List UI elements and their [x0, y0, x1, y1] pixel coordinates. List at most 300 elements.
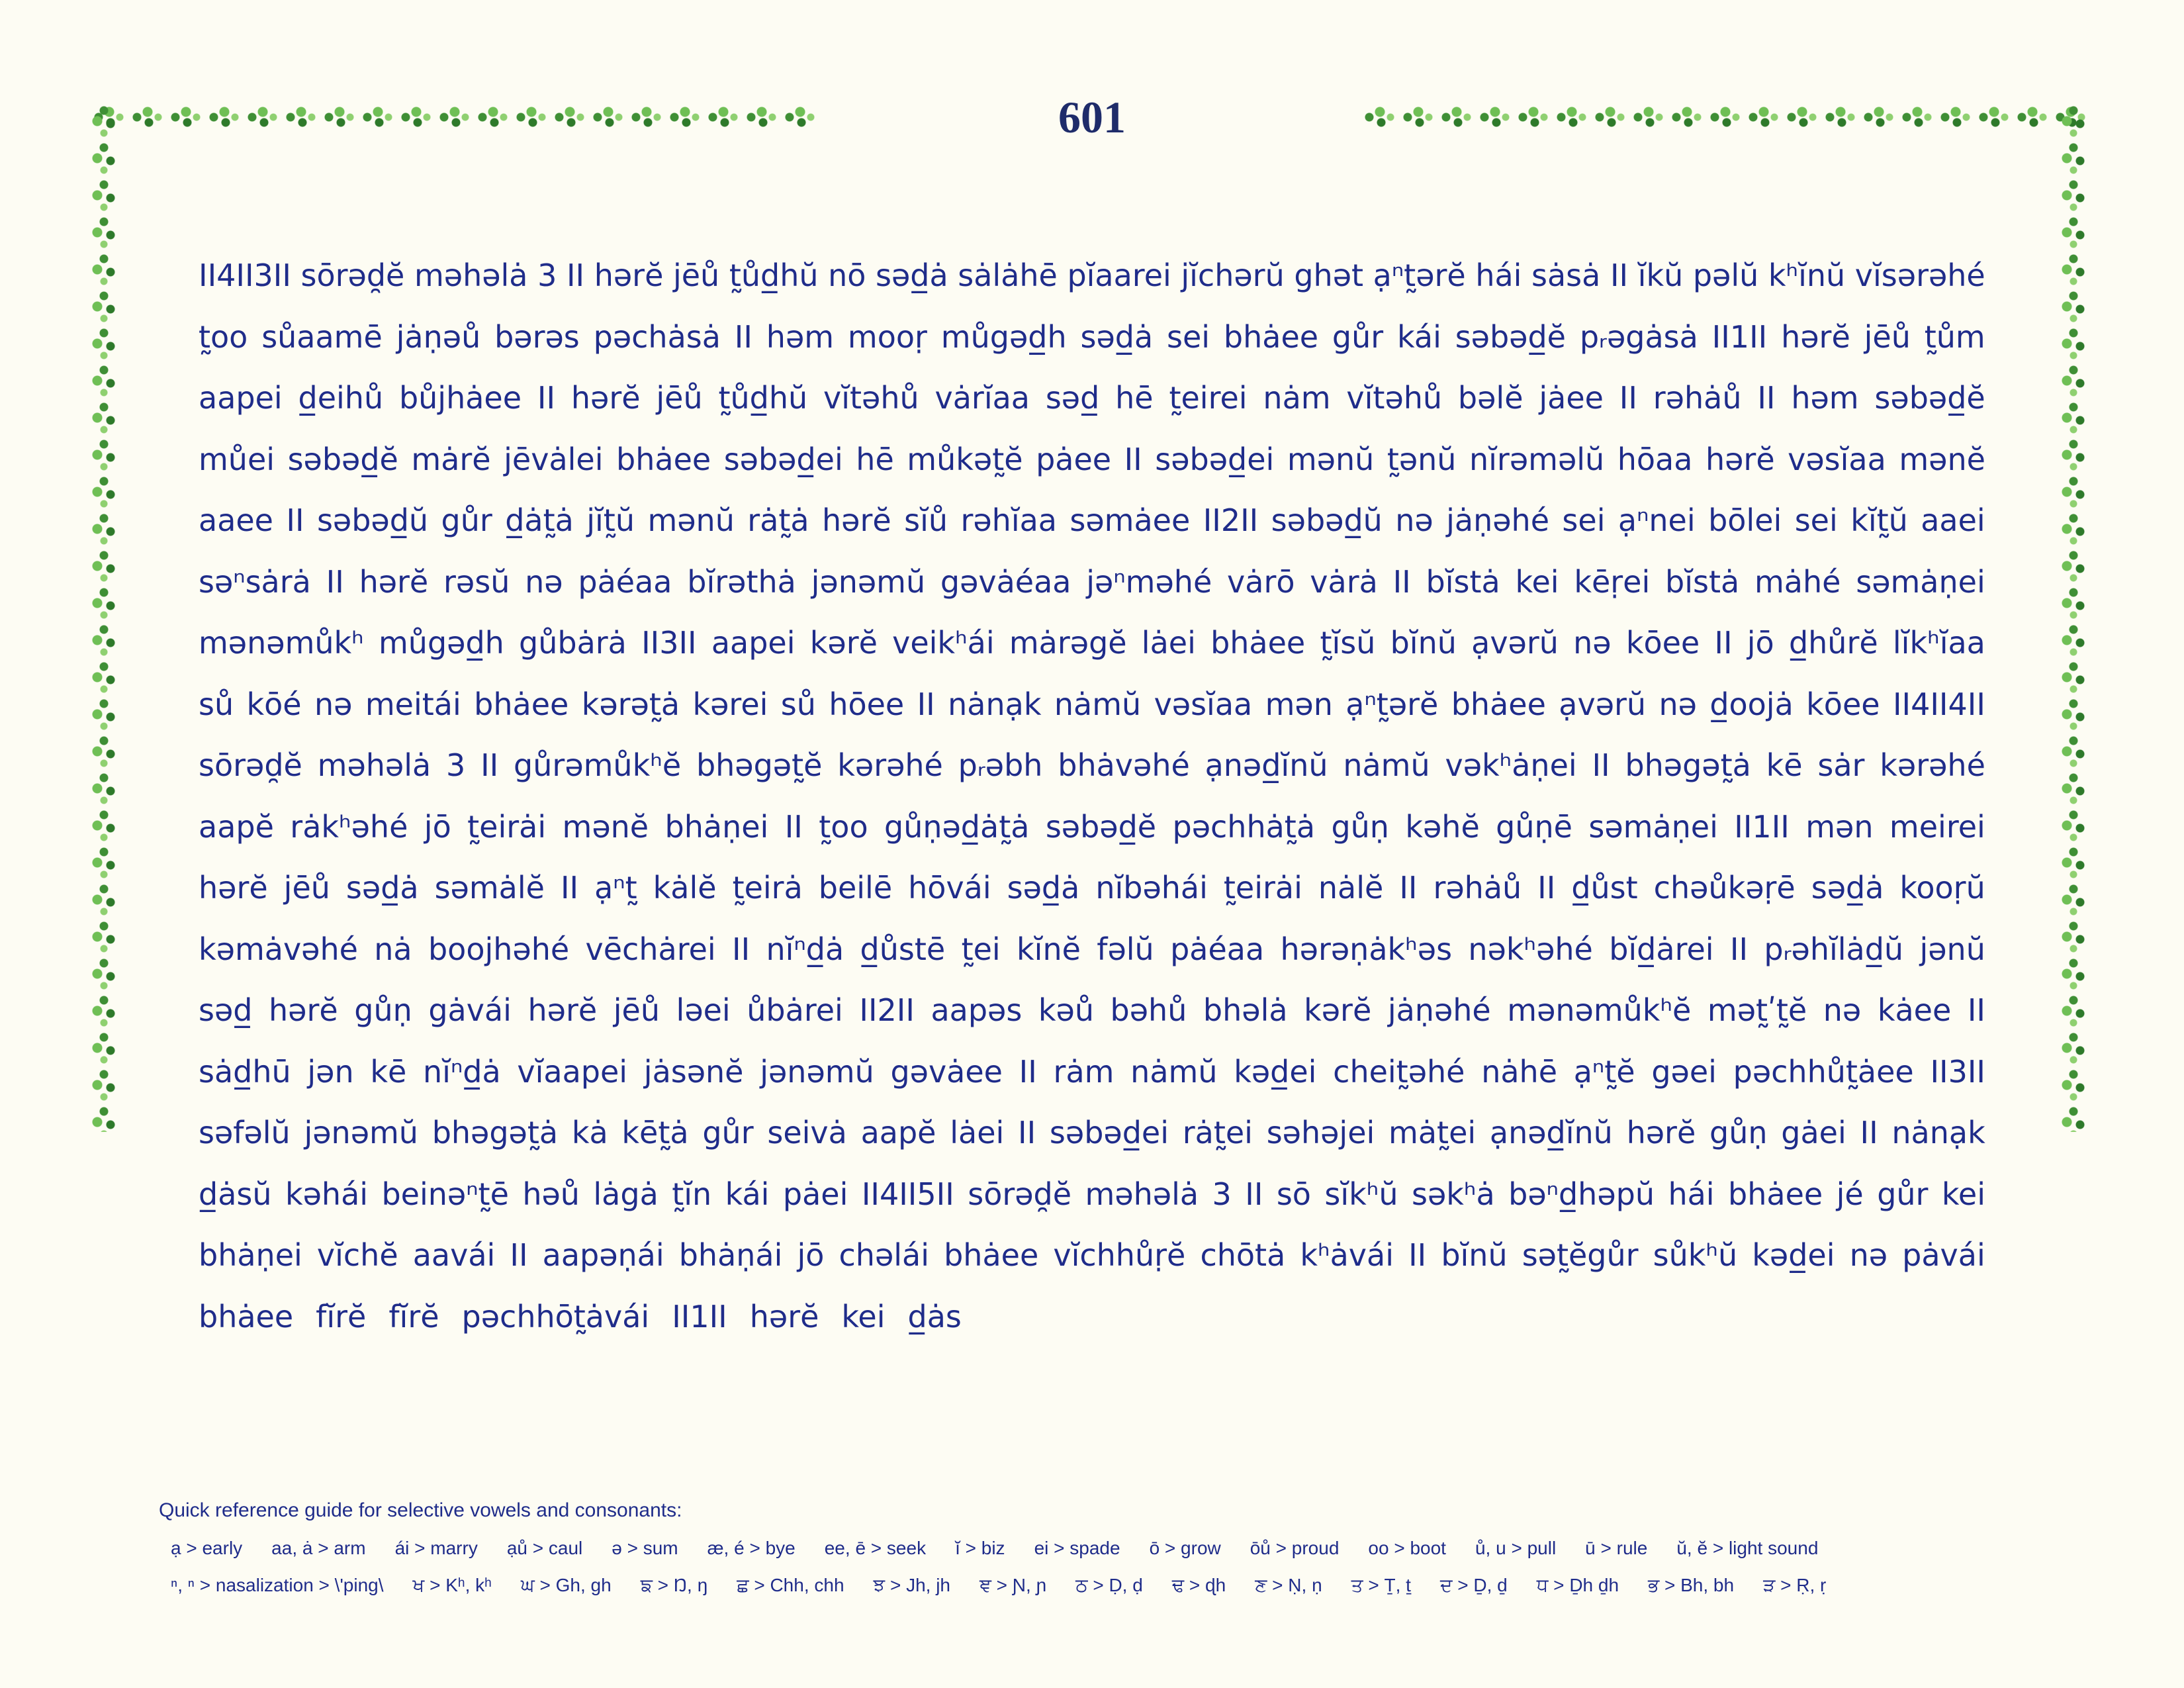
word: II — [1610, 258, 1629, 293]
guide-entry: ů, u > pull — [1475, 1538, 1557, 1558]
word: hərĕ — [1781, 318, 1850, 355]
word: pəchhōt̰ȧvái — [461, 1298, 650, 1335]
decorative-vine-right — [2059, 103, 2088, 1132]
word: t̰oo — [199, 318, 248, 355]
word: pȧvái — [1902, 1237, 1985, 1273]
word: pȧéaa — [578, 563, 672, 600]
word: ạⁿt̰ĕ — [1573, 1053, 1635, 1090]
word: hái — [1668, 1176, 1715, 1212]
word: nə — [1573, 625, 1612, 661]
word: mȧt̰ei — [1388, 1115, 1477, 1150]
word: jənəmŭ — [304, 1115, 418, 1150]
text-line — [199, 674, 1985, 735]
word: vĭtəhů — [1346, 380, 1443, 416]
word: bĭd̲ȧrei — [1609, 931, 1714, 967]
word: kē — [370, 1053, 407, 1090]
word: hē — [1115, 380, 1154, 416]
word: lȧei — [950, 1115, 1005, 1150]
guide-entry: ō > grow — [1149, 1538, 1221, 1558]
word: ạⁿt̰ərĕ — [1345, 686, 1439, 722]
word: hərəṇȧkʰəs — [1280, 931, 1453, 967]
guide-entry: ĭ > biz — [955, 1538, 1005, 1558]
guide-entry: ਦ > Ḏ, ḏ — [1439, 1575, 1508, 1595]
word: hái — [1475, 258, 1522, 293]
word: sōrəd̯ĕ — [300, 258, 405, 293]
word: pȧee — [1036, 441, 1112, 477]
word: mənĕ — [562, 808, 649, 845]
text-line — [199, 796, 1985, 858]
word: kərĕ — [1304, 992, 1372, 1028]
word: vĭchĕ — [316, 1237, 398, 1273]
word: vĭsərəhé — [1854, 258, 1985, 293]
word: bĭnŭ — [1441, 1237, 1508, 1273]
word: t̰ĭsŭ — [1320, 625, 1376, 661]
word: rəhȧů — [1433, 870, 1522, 906]
guide-entry: ái > marry — [394, 1538, 478, 1558]
word: nĭbəhái — [1095, 870, 1208, 906]
vowel-guide-row — [159, 1530, 1855, 1567]
word: gůr — [1877, 1176, 1929, 1212]
word: II — [1245, 1176, 1263, 1212]
word: jé — [1836, 1176, 1864, 1212]
word: jēů — [1864, 318, 1911, 355]
text-line — [199, 306, 1985, 368]
word: bhȧee — [1210, 625, 1306, 661]
word: pᵣəbh — [958, 747, 1043, 783]
word: rȧkʰəhé — [290, 808, 408, 845]
word: kəhái — [285, 1176, 369, 1212]
word: kərei — [692, 686, 768, 722]
word: veikʰái — [892, 625, 995, 661]
word: bhȧee — [944, 1237, 1039, 1273]
word: kōee — [1625, 625, 1700, 661]
word: seivȧ — [767, 1115, 847, 1150]
word: t̰ei — [961, 931, 1001, 967]
word: II — [537, 380, 556, 416]
word: ạⁿt̰ — [594, 870, 637, 906]
guide-entry: ŭ, ĕ > light sound — [1676, 1538, 1819, 1558]
word: hərĕ — [594, 258, 664, 293]
word: aapəṇái — [542, 1237, 664, 1273]
text-line — [199, 612, 1985, 674]
word: nȧnạk — [948, 686, 1042, 722]
word: kərəhé — [1880, 747, 1985, 783]
word: mənĕ — [1899, 441, 1985, 477]
word: mȧhé — [1754, 563, 1841, 600]
word: 3 — [446, 747, 466, 783]
word: hōaa — [1617, 441, 1693, 477]
word: rəhȧů — [1653, 380, 1742, 416]
word: pəchȧsȧ — [593, 318, 721, 355]
word: sət̰ĕgůr — [1522, 1237, 1639, 1273]
word: II4II3II — [199, 258, 291, 293]
guide-entry: ee, ē > seek — [824, 1538, 927, 1558]
word: səfəlŭ — [199, 1115, 291, 1150]
word: bhȧee — [474, 686, 569, 722]
word: jĭt̰ŭ — [586, 502, 635, 538]
word: səd̲ȧ — [1811, 870, 1884, 906]
word: sō — [1276, 1176, 1311, 1212]
word: sȧd̲hū — [199, 1053, 291, 1090]
word: jȧee — [1539, 380, 1604, 416]
word: bhəgət̰ĕ — [696, 747, 823, 783]
guide-entry: ਖ > Kʰ, kʰ — [412, 1575, 492, 1595]
word: səmȧṇei — [1856, 563, 1985, 600]
word: kərĕ — [809, 625, 878, 661]
word: meitái — [365, 686, 461, 722]
word: ạvərŭ — [1559, 686, 1647, 722]
word: bhȧee — [199, 1298, 294, 1335]
word: hərĕ — [1626, 1115, 1696, 1150]
word: mȧrĕ — [411, 441, 491, 477]
word: d̲ůstē — [860, 931, 946, 967]
word: kʰĭnŭ — [1768, 258, 1846, 293]
word: d̲ůst — [1571, 870, 1638, 906]
word: jēvȧlei — [504, 441, 604, 477]
word: mət̰ʹt̰ĕ — [1707, 992, 1807, 1028]
word: t̰ůd̲hŭ — [729, 258, 819, 293]
word: nə — [1395, 502, 1433, 538]
word: nə — [1823, 992, 1862, 1028]
word: səbəd̲ei — [723, 441, 843, 477]
word: gůrəmůkʰĕ — [514, 747, 682, 783]
word: həm — [1791, 380, 1859, 416]
word: chəlái — [839, 1237, 930, 1273]
word: səbəd̲ei — [1155, 441, 1275, 477]
word: səd̲ȧ — [1007, 870, 1080, 906]
word: səbəd̲ŭ — [1271, 502, 1383, 538]
word: bōlei — [1708, 502, 1782, 538]
word: ạvərŭ — [1471, 625, 1559, 661]
word: kərət̰ȧ — [581, 686, 680, 722]
word: vēchȧrei — [585, 931, 716, 967]
word: ạⁿnei — [1617, 502, 1696, 538]
word: rəsŭ — [443, 563, 510, 600]
word: kərəhé — [837, 747, 943, 783]
text-line — [199, 857, 1985, 919]
word: bhȧee — [616, 441, 711, 477]
word: bhȧee — [1223, 318, 1319, 355]
guide-entry: ਙ > Ŋ, ŋ — [640, 1575, 708, 1595]
word: bhəlȧ — [1203, 992, 1288, 1028]
word: rəhĭaa — [960, 502, 1057, 538]
word: səbəd̲ĕ — [1455, 318, 1566, 355]
word: II — [1967, 992, 1985, 1028]
word: lȧei — [1141, 625, 1196, 661]
word: jĭchərŭ — [1181, 258, 1285, 293]
word: kəd̲ei — [1752, 1237, 1835, 1273]
word: nə — [525, 563, 563, 600]
word: ạnəd̲ĭnŭ — [1489, 1115, 1613, 1150]
word: II — [560, 870, 579, 906]
transliteration-text — [199, 245, 1985, 1347]
word: chōtȧ — [1200, 1237, 1286, 1273]
word: pᵣəgȧsȧ — [1579, 318, 1698, 355]
guide-entry: ū > rule — [1585, 1538, 1648, 1558]
word: həů — [522, 1176, 580, 1212]
word: II — [732, 931, 751, 967]
word: sei — [1562, 502, 1606, 538]
word: můkət̰ĕ — [907, 441, 1023, 477]
word: bərəs — [494, 318, 580, 355]
word: mən — [1265, 686, 1333, 722]
word: nĭⁿd̲ȧ — [766, 931, 844, 967]
word: t̰ĭn — [672, 1176, 712, 1212]
word: məhəlȧ — [317, 747, 432, 783]
word: gůṇ — [1331, 808, 1389, 845]
word: pĭaarei — [1067, 258, 1171, 293]
word: kái — [1397, 318, 1441, 355]
word: II — [510, 1237, 528, 1273]
guide-entry: ōů > proud — [1250, 1538, 1340, 1558]
word: bĭrəthȧ — [687, 563, 796, 600]
word: sĭů — [904, 502, 948, 538]
guide-entry: aa, ȧ > arm — [271, 1538, 366, 1558]
word: kȧlĕ — [653, 870, 717, 906]
word: II3II — [1930, 1053, 1985, 1090]
word: nȧmŭ — [1054, 686, 1142, 722]
word: II — [1124, 441, 1142, 477]
word: II2II — [859, 992, 915, 1028]
word: rȧt̰ei — [1182, 1115, 1253, 1150]
word: nȧ — [374, 931, 412, 967]
word: kēt̰ȧ — [621, 1115, 689, 1150]
word: nȧhē — [1481, 1053, 1558, 1090]
word: t̰eirȧi — [467, 808, 547, 845]
word: nə — [1659, 686, 1697, 722]
word: mənəmůkʰ — [199, 625, 364, 661]
guide-entry: ə > sum — [612, 1538, 678, 1558]
word: II4II5II — [861, 1176, 954, 1212]
word: kōé — [246, 686, 302, 722]
word: vĭaapei — [517, 1053, 628, 1090]
word: II — [1537, 870, 1556, 906]
word: rȧt̰ȧ — [747, 502, 809, 538]
word: sei — [1167, 318, 1210, 355]
word: II — [1592, 747, 1610, 783]
word: kái — [725, 1176, 770, 1212]
word: kĭnĕ — [1017, 931, 1081, 967]
word: mənəmůkʰĕ — [1507, 992, 1692, 1028]
guide-entry: ਤ > Ṯ, ṯ — [1351, 1575, 1411, 1595]
text-line — [199, 367, 1985, 429]
word: bhəgət̰ȧ — [1625, 747, 1751, 783]
guide-entry: ਛ > Chh, chh — [737, 1575, 844, 1595]
word: nȧmŭ — [1130, 1053, 1218, 1090]
word: ạⁿt̰ərĕ — [1373, 258, 1466, 293]
text-line — [199, 1286, 1985, 1348]
word: aapəs — [931, 992, 1023, 1028]
word: məhəlȧ — [1085, 1176, 1199, 1212]
word: II — [1019, 1053, 1037, 1090]
text-line — [199, 429, 1985, 491]
word: II — [734, 318, 752, 355]
word: gůṇē — [1496, 808, 1572, 845]
word: jēů — [672, 258, 720, 293]
word: chəůkəṛē — [1653, 870, 1796, 906]
word: vĭchhůṛĕ — [1053, 1237, 1186, 1273]
guide-entry: ਭ > Bh, bh — [1648, 1575, 1735, 1595]
word: gůr — [441, 502, 492, 538]
word: boojhəhé — [428, 931, 570, 967]
word: pȧei — [782, 1176, 848, 1212]
word: kei — [1941, 1176, 1985, 1212]
guide-entry: oo > boot — [1368, 1538, 1446, 1558]
word: rȧm — [1053, 1053, 1115, 1090]
word: II — [286, 502, 304, 538]
word: bhəgət̰ȧ — [432, 1115, 559, 1150]
word: vȧrō — [1227, 563, 1295, 600]
word: bůjhȧee — [398, 380, 522, 416]
word: nȧlĕ — [1318, 870, 1384, 906]
word: d̲eihů — [298, 380, 384, 416]
word: mənŭ — [647, 502, 735, 538]
word: sōrəd̯ĕ — [199, 747, 302, 783]
word: II1II — [1711, 318, 1768, 355]
word: ĭkŭ — [1637, 258, 1684, 293]
word: aapĕ — [199, 808, 274, 845]
word: ghət — [1294, 258, 1364, 293]
reference-guide — [159, 1499, 1855, 1604]
word: kei — [1515, 563, 1559, 600]
word: II — [480, 747, 499, 783]
word: meirei — [1889, 808, 1985, 845]
guide-entry: ਝ > Jh, jh — [873, 1575, 950, 1595]
word: gůr — [1332, 318, 1384, 355]
word: můgəd̲h — [378, 625, 504, 661]
guide-entry: ਣ > Ṇ, ṇ — [1255, 1575, 1322, 1595]
word: beilē — [818, 870, 893, 906]
word: II2II — [1203, 502, 1259, 538]
word: aapei — [711, 625, 796, 661]
word: můei — [199, 441, 275, 477]
word: jō — [1747, 625, 1774, 661]
word: hərĕ — [1705, 441, 1775, 477]
text-line — [199, 551, 1985, 613]
guide-entry: ei > spade — [1034, 1538, 1120, 1558]
text-line — [199, 1102, 1985, 1164]
reference-guide-title: Quick reference guide for selective vowels and consonants: — [159, 1499, 682, 1521]
guide-entry: ạů > caul — [506, 1538, 583, 1558]
word: nəkʰəhé — [1468, 931, 1593, 967]
page-number: 601 — [1058, 92, 1126, 142]
word: jənəmŭ — [760, 1053, 874, 1090]
word: mȧrəgĕ — [1009, 625, 1127, 661]
word: sůaamē — [261, 318, 383, 355]
word: mənŭ — [1287, 441, 1375, 477]
word: II — [1729, 931, 1749, 967]
word: d̲hůrĕ — [1788, 625, 1878, 661]
word: məhəlȧ — [414, 258, 528, 293]
word: jō — [424, 808, 451, 845]
word: səkʰȧ — [1412, 1176, 1495, 1212]
word: jēů — [656, 380, 703, 416]
word: nĭrəməlŭ — [1469, 441, 1605, 477]
word: 3 — [1212, 1176, 1232, 1212]
word: sōrəd̯ĕ — [968, 1176, 1072, 1212]
word: mən — [1805, 808, 1874, 845]
word: jənŭ — [1919, 931, 1985, 967]
word: d̲ȧsŭ — [199, 1176, 272, 1212]
word: hərĕ — [269, 992, 338, 1028]
word: vĭtəhů — [823, 380, 919, 416]
word: kəd̲ei — [1234, 1053, 1317, 1090]
word: nə — [314, 686, 353, 722]
word: II1II — [672, 1298, 727, 1335]
word: səd̲ — [199, 992, 253, 1028]
word: vəsĭaa — [1154, 686, 1253, 722]
word: jȧsənĕ — [643, 1053, 744, 1090]
word: nȧnạk — [1891, 1115, 1985, 1150]
word: II — [917, 686, 935, 722]
word: hərĕ — [527, 992, 598, 1028]
word: gůṇ — [354, 992, 412, 1028]
word: jəⁿməhé — [1086, 563, 1212, 600]
word: jō — [797, 1237, 825, 1273]
word: səbəd̲ŭ — [316, 502, 429, 538]
word: II — [1408, 1237, 1427, 1273]
word: t̰ənŭ — [1387, 441, 1457, 477]
word: jȧṇəů — [396, 318, 481, 355]
decorative-vine-left — [89, 103, 118, 1132]
text-line — [199, 735, 1985, 796]
word: səmȧṇei — [1588, 808, 1718, 845]
word: sȧsȧ — [1531, 258, 1601, 293]
word: bhȧṇái — [678, 1237, 783, 1273]
word: sei — [1794, 502, 1838, 538]
word: vȧrĭaa — [934, 380, 1030, 416]
word: II — [326, 563, 344, 600]
guide-entry: ਞ > Ɲ, ɲ — [979, 1575, 1047, 1595]
word: bhȧee — [1451, 686, 1546, 722]
word: ləei — [676, 992, 731, 1028]
word: hōee — [829, 686, 905, 722]
word: jēů — [283, 870, 330, 906]
word: můgəd̲h — [940, 318, 1067, 355]
word: hərĕ — [359, 563, 429, 600]
word: t̰eirei — [1169, 380, 1248, 416]
word: kei — [841, 1298, 886, 1335]
word: sĭkʰŭ — [1324, 1176, 1398, 1212]
word: t̰eirȧ — [732, 870, 803, 906]
word: II1II — [1734, 808, 1790, 845]
word: sů — [199, 686, 234, 722]
word: bəⁿd̲həpŭ — [1508, 1176, 1655, 1212]
word: bĭstȧ — [1665, 563, 1740, 600]
guide-entry: ਘ > Gh, gh — [520, 1575, 612, 1595]
guide-entry: ਠ > Ḍ, ḍ — [1075, 1575, 1143, 1595]
word: kəmȧvəhé — [199, 931, 358, 967]
word: ůbȧrei — [747, 992, 843, 1028]
word: fəlŭ — [1097, 931, 1154, 967]
word: gůr — [702, 1115, 754, 1150]
word: gůbȧrȧ — [519, 625, 627, 661]
guide-entry: ੜ > Ṛ, ṛ — [1763, 1575, 1827, 1595]
word: kəhĕ — [1405, 808, 1480, 845]
word: II — [1619, 380, 1637, 416]
word: II3II — [641, 625, 697, 661]
word: nĭⁿd̲ȧ — [423, 1053, 501, 1090]
word: pəlŭ — [1692, 258, 1759, 293]
word: aaee — [199, 502, 273, 538]
word: kooṛŭ — [1899, 870, 1985, 906]
word: jēů — [613, 992, 660, 1028]
word: lȧgȧ — [593, 1176, 659, 1212]
word: həm — [766, 318, 835, 355]
word: gəvȧee — [890, 1053, 1003, 1090]
word: gȧei — [1781, 1115, 1846, 1150]
word: səmȧee — [1069, 502, 1191, 538]
